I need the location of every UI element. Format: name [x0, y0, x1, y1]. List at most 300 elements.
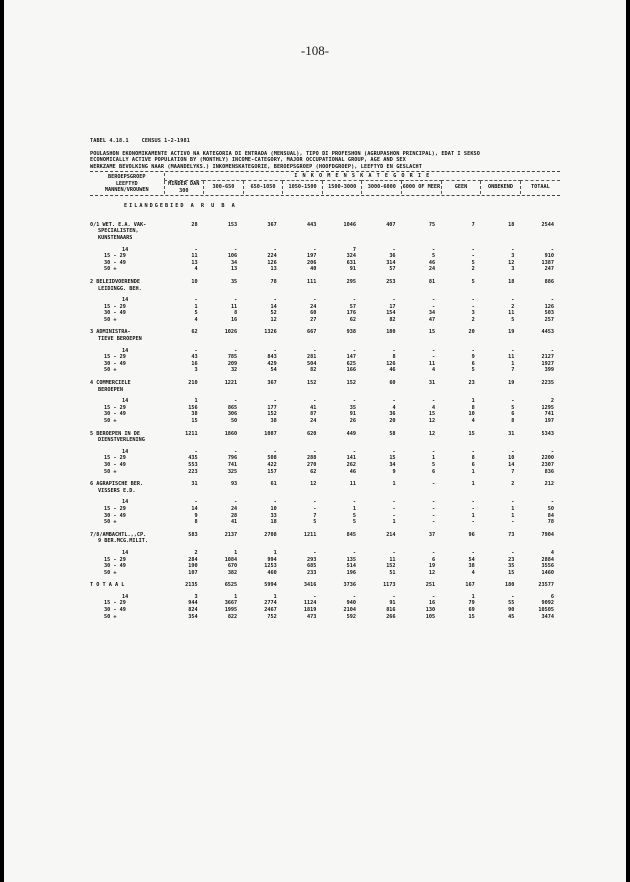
value-cell: 247 — [544, 266, 554, 273]
age-row — [90, 348, 560, 355]
group-total-cell: 96 — [468, 531, 475, 538]
value-cell: 197 — [544, 418, 554, 424]
group-total-cell — [322, 437, 362, 444]
value-cell: 57 — [389, 266, 396, 273]
age-label: 50 + — [104, 613, 117, 620]
value-cell: 266 — [386, 613, 396, 620]
group-total-cell: 4453 — [541, 329, 554, 336]
value-cell: - — [511, 593, 515, 600]
group-total-cell: 31 — [428, 380, 436, 387]
group-total-cell: 19 — [508, 329, 515, 336]
col-header: ONBEKEND — [481, 180, 521, 194]
value-cell: 206 — [307, 259, 317, 266]
group-total-cell — [402, 228, 442, 235]
value-cell: 1 — [194, 303, 198, 310]
value-cell: 2 — [471, 316, 475, 323]
value-cell: 284 — [188, 556, 198, 563]
age-row — [90, 310, 560, 317]
value-cell: 91 — [349, 266, 356, 273]
group-total-cell: 667 — [307, 329, 317, 336]
value-cell: - — [392, 398, 396, 405]
value-cell: 33 — [270, 512, 277, 519]
value-cell: 2467 — [264, 607, 277, 614]
value-cell: 152 — [386, 563, 396, 570]
value-cell: 35 — [349, 404, 356, 411]
age-label: 30 - 49 — [104, 259, 126, 266]
value-cell: 5 — [511, 404, 515, 411]
group-total-cell: 152 — [346, 380, 356, 387]
value-cell: 26 — [349, 418, 356, 424]
age-row — [90, 455, 560, 462]
group-total-cell — [402, 437, 442, 444]
value-cell: 13 — [270, 266, 277, 273]
group-total-cell — [402, 336, 442, 343]
value-cell: 41 — [310, 404, 317, 411]
occupation-group-label: 4 COMMERCIELE — [90, 380, 131, 387]
value-cell: - — [550, 347, 554, 354]
value-cell: 422 — [267, 461, 277, 468]
value-cell: 14 — [508, 461, 515, 468]
group-total-cell: 367 — [267, 221, 277, 228]
value-cell: 126 — [386, 360, 396, 367]
value-cell: 40 — [310, 266, 317, 273]
group-total-cell: 23577 — [538, 582, 554, 589]
group-total-cell: 1221 — [224, 380, 238, 387]
value-cell: 625 — [346, 360, 356, 367]
value-cell: 156 — [188, 404, 198, 411]
group-total-cell: 1046 — [343, 221, 356, 228]
occupation-group-label: LEIDINGG. BEH. — [98, 285, 142, 292]
value-cell: 399 — [544, 367, 554, 374]
group-total-cell: 28 — [191, 221, 198, 228]
group-total-cell: 886 — [544, 278, 554, 285]
age-row — [90, 361, 560, 368]
group-total-cell: 152 — [307, 380, 317, 387]
group-total-cell: 81 — [428, 278, 436, 285]
value-cell: 15 — [508, 569, 515, 576]
value-cell: 36 — [389, 253, 396, 260]
group-label-row — [90, 387, 560, 394]
value-cell: - — [234, 448, 238, 455]
header-row-columns — [90, 180, 560, 194]
group-total-cell — [243, 235, 283, 242]
value-cell: 1084 — [224, 556, 238, 563]
value-cell: 796 — [227, 455, 238, 462]
value-cell: - — [273, 246, 277, 253]
value-cell: - — [550, 246, 554, 253]
age-label: 14 — [122, 297, 129, 304]
value-cell: 3474 — [541, 613, 554, 620]
value-cell: 46 — [389, 367, 396, 374]
group-total-cell — [243, 336, 283, 343]
group-total-cell — [322, 387, 362, 394]
age-label: 50 + — [104, 266, 117, 273]
group-total-cell — [283, 228, 323, 235]
value-cell: 1927 — [541, 360, 554, 367]
group-total-cell — [441, 538, 481, 545]
group-total-cell: 11 — [349, 481, 356, 488]
value-cell: 1 — [352, 505, 356, 512]
group-total-cell: 1026 — [224, 329, 238, 336]
value-cell: 752 — [267, 613, 277, 620]
value-cell: 1 — [471, 593, 475, 600]
age-row — [90, 405, 560, 412]
group-label-row — [90, 437, 560, 444]
value-cell: 741 — [544, 411, 554, 418]
value-cell: - — [392, 549, 396, 556]
value-cell: - — [432, 398, 436, 405]
value-cell: - — [352, 593, 356, 600]
value-cell: 5 — [352, 519, 356, 526]
value-cell: 24 — [230, 505, 238, 512]
value-cell: - — [432, 354, 436, 361]
value-cell: 836 — [544, 468, 554, 475]
age-label: 30 - 49 — [104, 607, 126, 614]
value-cell: - — [550, 297, 554, 304]
occupation-group-label: 5 BEROEPEN IN DE — [90, 430, 140, 437]
value-cell: - — [392, 499, 396, 506]
age-label: 50 + — [104, 367, 117, 374]
group-total-cell — [520, 437, 560, 444]
age-row — [90, 614, 560, 621]
value-cell: 508 — [267, 455, 277, 462]
group-total-cell — [283, 488, 323, 495]
value-cell: 5 — [352, 512, 356, 519]
value-cell: 1295 — [541, 404, 554, 411]
value-cell: 130 — [425, 607, 436, 614]
value-cell: - — [313, 246, 317, 253]
group-total-cell — [283, 286, 323, 293]
value-cell: 994 — [267, 556, 277, 563]
group-total-cell — [322, 235, 362, 242]
value-cell: - — [471, 303, 475, 310]
value-cell: 24 — [428, 266, 436, 273]
value-cell: 11 — [389, 556, 396, 563]
group-total-cell: 58 — [389, 430, 396, 437]
value-cell: 41 — [230, 519, 238, 526]
group-total-row — [90, 576, 560, 589]
value-cell: - — [392, 505, 396, 512]
value-cell: - — [194, 499, 198, 506]
value-cell: 15 — [191, 418, 198, 424]
value-cell: 12 — [508, 259, 515, 266]
group-total-cell: 167 — [465, 582, 475, 589]
group-total-cell — [243, 286, 283, 293]
age-row — [90, 449, 560, 456]
group-total-cell — [520, 488, 560, 495]
value-cell: 69 — [468, 607, 475, 614]
value-cell: 503 — [544, 310, 554, 317]
value-cell: 6 — [550, 593, 554, 600]
value-cell: - — [392, 448, 396, 455]
group-total-cell: 7904 — [541, 531, 554, 538]
age-row — [90, 557, 560, 564]
value-cell: - — [432, 549, 436, 556]
group-total-cell — [441, 235, 481, 242]
value-cell: 8 — [194, 519, 198, 526]
value-cell: 1 — [194, 398, 198, 405]
value-cell: 38 — [270, 418, 277, 424]
group-total-cell: 31 — [191, 481, 198, 488]
value-cell: - — [471, 347, 475, 354]
value-cell: - — [313, 499, 317, 506]
value-cell: 11 — [191, 253, 198, 260]
group-total-cell — [520, 387, 560, 394]
value-cell: 12 — [270, 316, 277, 323]
group-total-cell — [322, 286, 362, 293]
group-total-cell: 251 — [425, 582, 436, 589]
value-cell: 1995 — [224, 607, 238, 614]
value-cell: 1 — [234, 549, 238, 556]
value-cell: - — [273, 398, 277, 405]
age-label: 30 - 49 — [104, 360, 126, 367]
group-total-cell — [402, 235, 442, 242]
age-label: 50 + — [104, 418, 117, 424]
value-cell: - — [432, 448, 436, 455]
value-cell: 2104 — [343, 607, 356, 614]
value-cell: 5 — [194, 310, 198, 317]
value-cell: 8 — [392, 354, 396, 361]
value-cell: 9 — [194, 512, 198, 519]
value-cell: - — [471, 519, 475, 526]
group-total-cell — [204, 488, 244, 495]
statistical-table-document — [90, 138, 560, 620]
value-cell: 46 — [349, 468, 356, 475]
age-label: 50 + — [104, 316, 117, 323]
value-cell: - — [511, 519, 515, 526]
divider — [90, 171, 560, 172]
value-cell: 196 — [346, 569, 356, 576]
value-cell: 473 — [307, 613, 317, 620]
value-cell: - — [392, 512, 396, 519]
group-total-cell — [441, 437, 481, 444]
value-cell: 177 — [267, 404, 277, 411]
value-cell: 3 — [194, 367, 198, 374]
value-cell: - — [273, 297, 277, 304]
group-label-row — [90, 538, 560, 545]
title-english: ECONOMICALLY ACTIVE POPULATION BY (MONTHLY) INCOME-CATEGORY, MAJOR OCCUPATIONAL GROUP, AGE AND SEX — [90, 157, 406, 164]
value-cell: 105 — [425, 613, 436, 620]
value-cell: - — [234, 297, 238, 304]
age-row — [90, 411, 560, 418]
group-total-cell: 214 — [386, 531, 396, 538]
group-total-cell — [164, 336, 204, 343]
value-cell: 354 — [188, 613, 198, 620]
age-label: 30 - 49 — [104, 563, 126, 570]
value-cell: 4 — [471, 569, 475, 576]
value-cell: 281 — [307, 354, 317, 361]
value-cell: - — [352, 347, 356, 354]
group-total-cell: 443 — [307, 221, 317, 228]
age-row — [90, 266, 560, 273]
value-cell: 16 — [428, 600, 436, 607]
occupation-group-label: 9 BER.MCG.MILIT. — [98, 538, 148, 545]
age-row — [90, 570, 560, 577]
value-cell: 43 — [191, 354, 198, 361]
value-cell: - — [313, 297, 317, 304]
value-cell: 23 — [508, 556, 515, 563]
group-total-cell — [362, 228, 402, 235]
group-total-cell: 6525 — [224, 582, 238, 589]
value-cell: 2307 — [541, 461, 554, 468]
occupation-group-label: SPECIALISTEN, — [98, 228, 139, 235]
value-cell: - — [511, 246, 515, 253]
value-cell: 7 — [352, 246, 356, 253]
value-cell: 18 — [270, 519, 277, 526]
value-cell: 9 — [471, 354, 475, 361]
group-total-cell — [243, 437, 283, 444]
group-total-cell — [441, 488, 481, 495]
value-cell: - — [352, 448, 356, 455]
value-cell: 224 — [267, 253, 277, 260]
value-cell: 865 — [227, 404, 238, 411]
value-cell: 1 — [471, 468, 475, 475]
group-total-cell — [283, 336, 323, 343]
value-cell: - — [511, 499, 515, 506]
value-cell: - — [313, 593, 317, 600]
group-total-cell — [164, 235, 204, 242]
group-total-cell — [362, 488, 402, 495]
value-cell: 2 — [550, 398, 554, 405]
group-total-cell — [283, 387, 323, 394]
age-row — [90, 469, 560, 476]
group-total-cell — [164, 387, 204, 394]
group-total-cell: 938 — [346, 329, 356, 336]
value-cell: 10 — [508, 455, 515, 462]
age-row — [90, 513, 560, 520]
value-cell: - — [432, 593, 436, 600]
group-total-cell — [164, 488, 204, 495]
value-cell: - — [392, 593, 396, 600]
region-heading: EILANDGEBIED A R U B A — [124, 203, 237, 210]
group-total-cell — [243, 488, 283, 495]
group-total-cell — [204, 336, 244, 343]
value-cell: 14 — [270, 303, 277, 310]
value-cell: 293 — [307, 556, 317, 563]
group-total-cell: 1326 — [264, 329, 277, 336]
value-cell: 553 — [188, 461, 198, 468]
group-total-cell — [441, 336, 481, 343]
group-total-cell: 12 — [310, 481, 317, 488]
occupation-group-label: 0/1 WET. E.A. VAK- — [90, 221, 147, 228]
occupation-group-label: VISSERS E.D. — [98, 487, 136, 494]
value-cell: 2774 — [264, 600, 277, 607]
age-label: 15 - 29 — [104, 505, 126, 512]
value-cell: 1 — [511, 512, 515, 519]
group-total-cell — [402, 286, 442, 293]
value-cell: - — [471, 549, 475, 556]
age-label: 14 — [122, 398, 129, 405]
page-number: -108- — [300, 43, 330, 58]
value-cell: 126 — [544, 303, 554, 310]
value-cell: 32 — [230, 367, 238, 374]
value-cell: 4 — [432, 367, 436, 374]
group-total-cell — [204, 235, 244, 242]
value-cell: - — [392, 297, 396, 304]
value-cell: 685 — [307, 563, 317, 570]
value-cell: 84 — [547, 512, 554, 519]
group-total-row — [90, 425, 560, 438]
value-cell: 12 — [428, 569, 436, 576]
value-cell: - — [352, 499, 356, 506]
value-cell: 11 — [508, 354, 515, 361]
value-cell: 843 — [267, 354, 277, 361]
group-total-cell: 23 — [468, 380, 475, 387]
group-total-cell — [402, 538, 442, 545]
value-cell: - — [392, 246, 396, 253]
age-row — [90, 563, 560, 570]
group-total-cell — [164, 437, 204, 444]
col-header: GEEN — [441, 180, 481, 194]
age-row — [90, 304, 560, 311]
value-cell: 16 — [230, 316, 238, 323]
value-cell: 91 — [349, 411, 356, 418]
group-total-cell — [481, 228, 521, 235]
value-cell: 5 — [432, 253, 436, 260]
value-cell: 24 — [310, 303, 317, 310]
value-cell: 5 — [432, 461, 436, 468]
col-header: 650-1050 — [243, 180, 283, 194]
col-header: TOTAAL — [520, 180, 560, 194]
age-label: 14 — [122, 549, 129, 556]
value-cell: 11 — [428, 360, 436, 367]
value-cell: 257 — [544, 316, 554, 323]
age-label: 15 - 29 — [104, 354, 126, 361]
value-cell: - — [234, 398, 238, 405]
value-cell: 15 — [468, 613, 475, 620]
age-label: 14 — [122, 246, 129, 253]
value-cell: 54 — [270, 367, 277, 374]
group-total-cell: 253 — [386, 278, 396, 285]
value-cell: 10 — [270, 505, 277, 512]
col-header: 1500-3000 — [322, 180, 362, 194]
value-cell: 824 — [188, 607, 198, 614]
group-total-cell — [481, 538, 521, 545]
group-total-cell: 19 — [508, 380, 515, 387]
value-cell: 1 — [392, 519, 396, 526]
value-cell: 514 — [346, 563, 356, 570]
value-cell: 6 — [471, 360, 475, 367]
value-cell: 6 — [432, 556, 436, 563]
value-cell: - — [273, 448, 277, 455]
value-cell: - — [471, 448, 475, 455]
age-label: 14 — [122, 448, 129, 455]
age-label: 50 + — [104, 519, 117, 526]
value-cell: 176 — [346, 310, 356, 317]
group-total-cell: - — [432, 481, 436, 488]
value-cell: 2884 — [541, 556, 554, 563]
value-cell: 3 — [194, 593, 198, 600]
group-total-cell — [164, 286, 204, 293]
value-cell: 460 — [267, 569, 277, 576]
occupation-group-label: T O T A A L — [90, 582, 125, 589]
occupation-group-label: 6 AGRAPISCHE BER. — [90, 481, 144, 488]
value-cell: 306 — [227, 411, 238, 418]
value-cell: 166 — [346, 367, 356, 374]
group-total-cell — [243, 538, 283, 545]
group-total-cell: 620 — [307, 430, 317, 437]
value-cell: 62 — [349, 316, 356, 323]
group-total-cell — [204, 437, 244, 444]
group-total-cell — [204, 286, 244, 293]
group-total-cell: 1 — [471, 481, 475, 488]
value-cell: 34 — [230, 259, 238, 266]
group-total-cell — [481, 437, 521, 444]
value-cell: 785 — [227, 354, 238, 361]
group-total-cell — [362, 336, 402, 343]
value-cell: 314 — [386, 259, 396, 266]
group-total-cell — [481, 286, 521, 293]
